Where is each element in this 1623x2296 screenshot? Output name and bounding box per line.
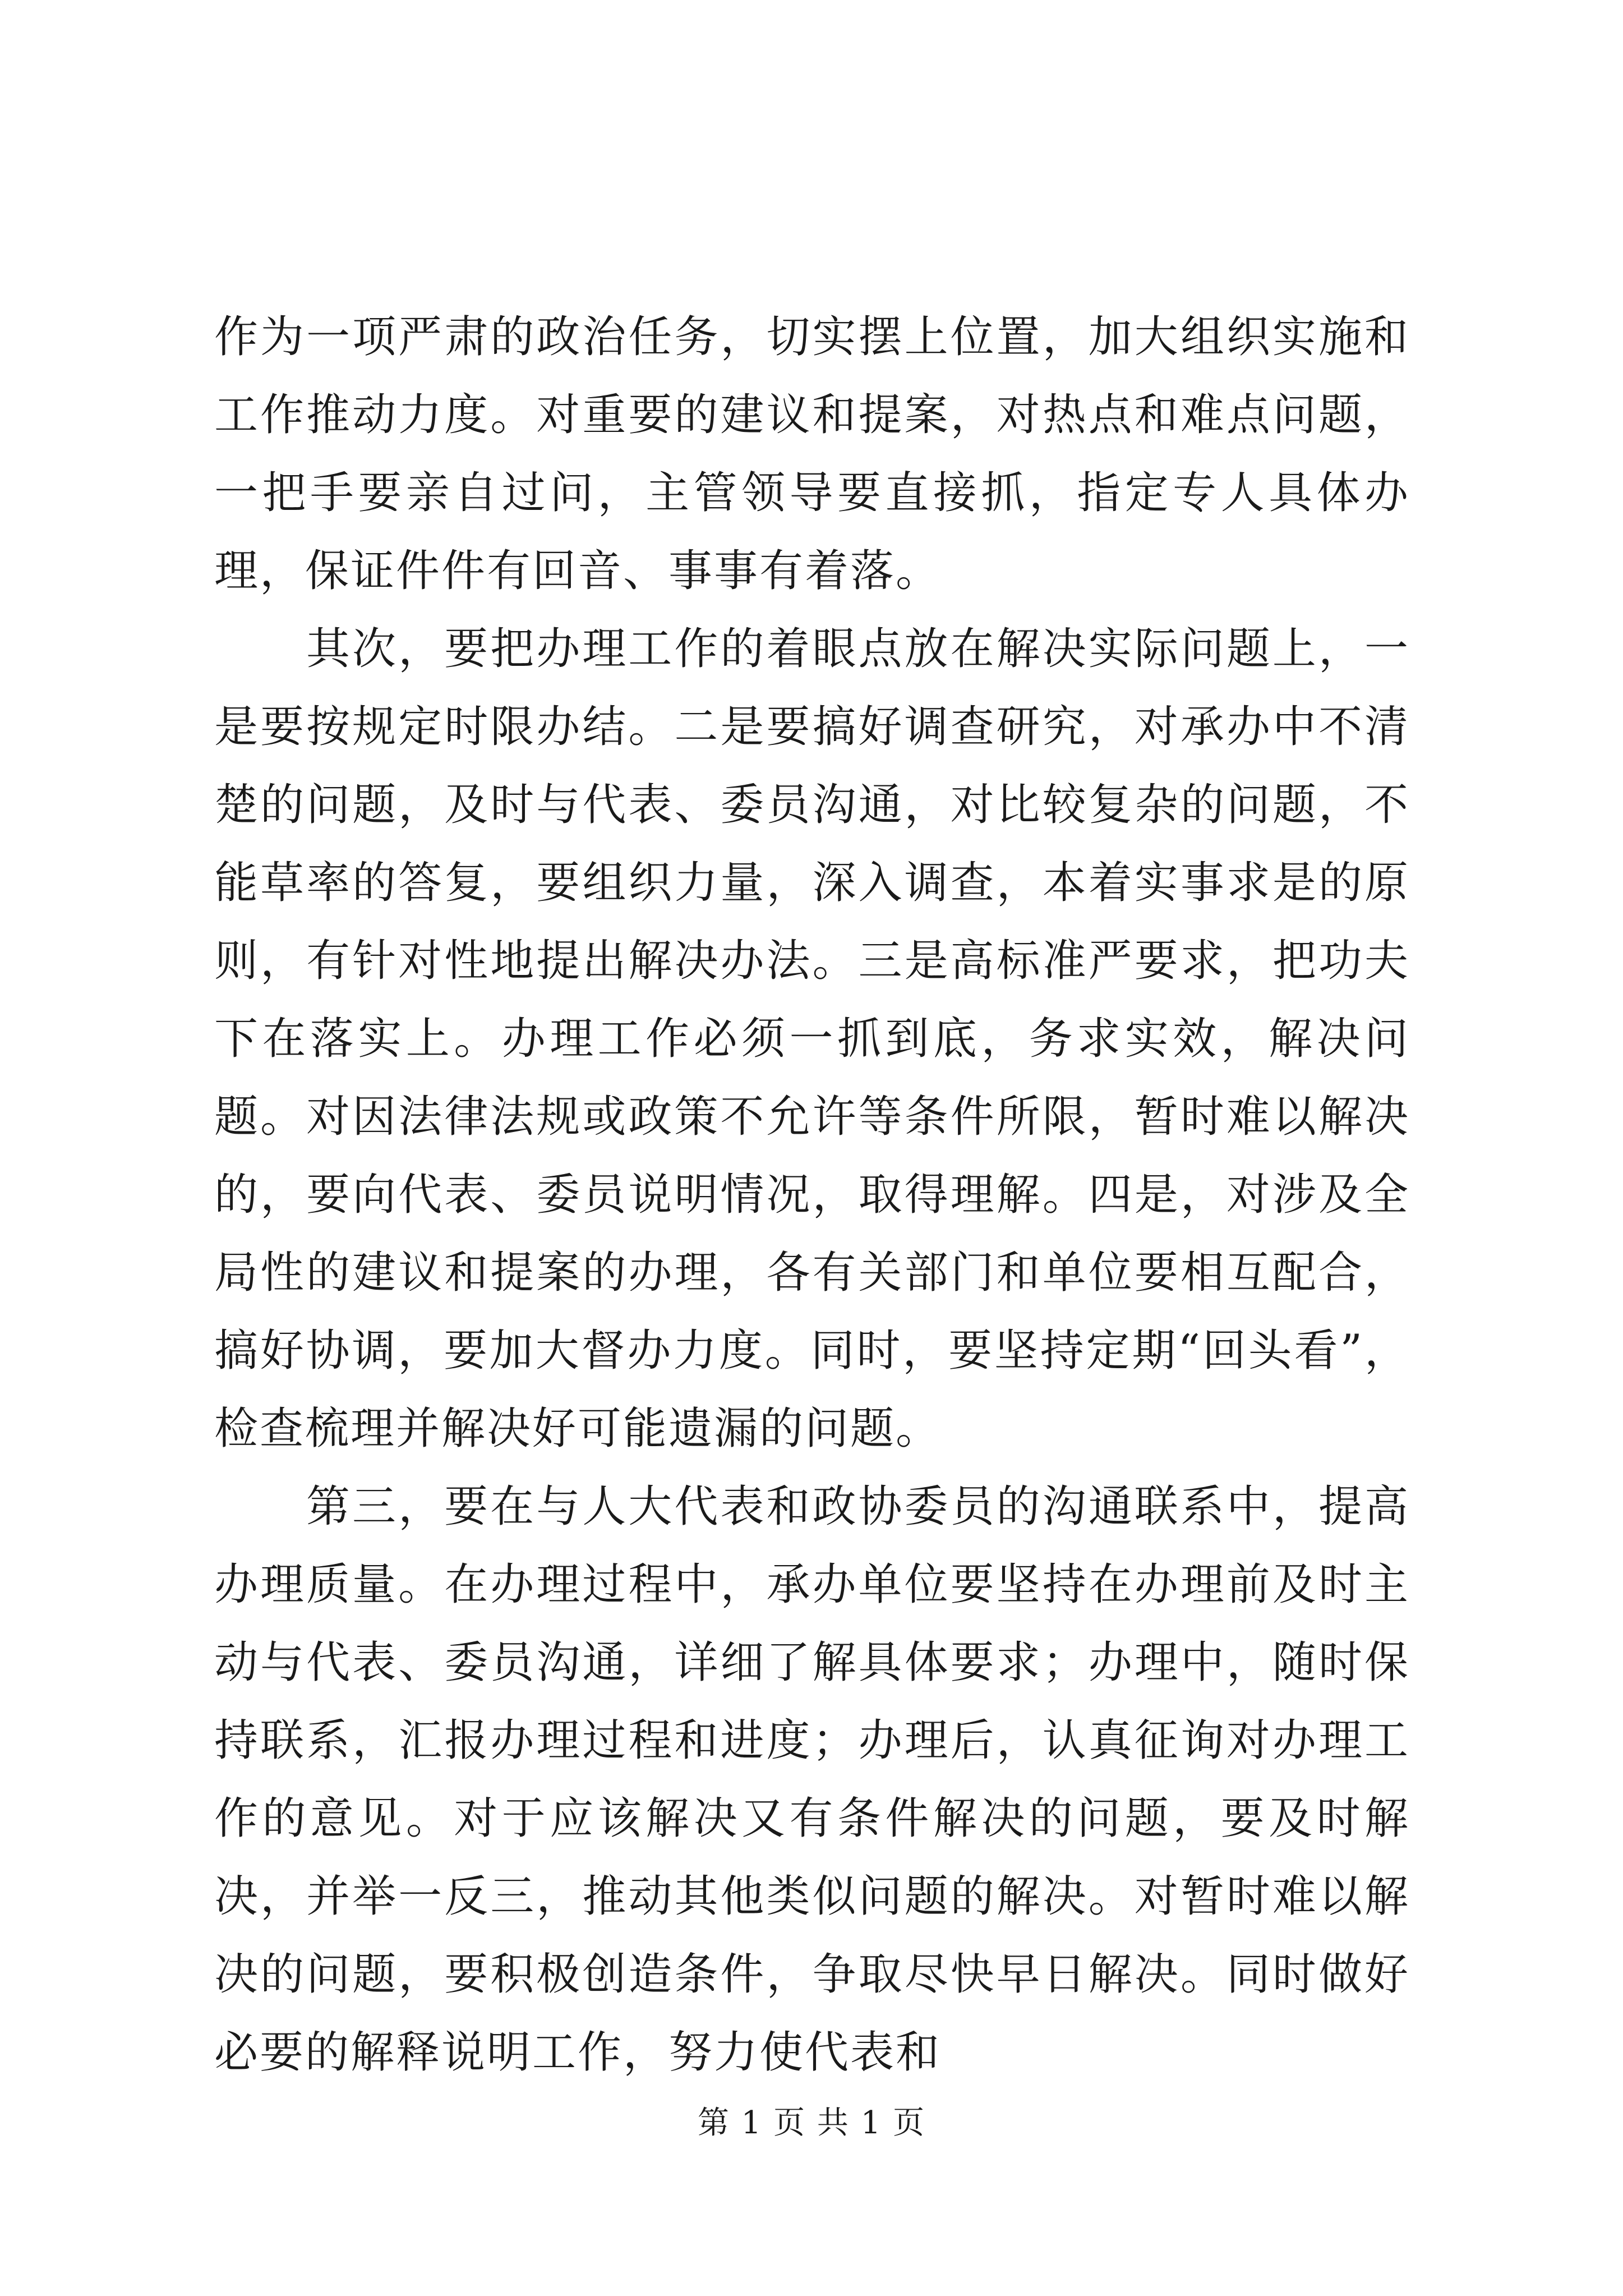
paragraph-2: 其次，要把办理工作的着眼点放在解决实际问题上，一是要按规定时限办结。二是要搞好调查研究，对承办中不清楚的问题，及时与代表、委员沟通，对比较复杂的问题，不能草率的答复，要组织力量，深入调查，本着实事求是的原则，有针对性地提出解决办法。三是高标准严要求，把功夫下在落实上。办理工作必须一抓到底，务求实效，解决问题。对因法律法规或政策不允许等条件所限，暂时难以解决的，要向代表、委员说明情况，取得理解。四是，对涉及全局性的建议和提案的办理，各有关部门和单位要相互配合，搞好协调，要加大督办力度。同时，要坚持定期“回头看”，检查梳理并解决好可能遗漏的问题。 (214, 624, 1410, 1454)
paragraph-3: 第三，要在与人大代表和政协委员的沟通联系中，提高办理质量。在办理过程中，承办单位要坚持在办理前及时主动与代表、委员沟通，详细了解具体要求；办理中，随时保持联系，汇报办理过程和进度；办理后，认真征询对办理工作的意见。对于应该解决又有条件解决的问题，要及时解决，并举一反三，推动其他类似问题的解决。对暂时难以解决的问题，要积极创造条件，争取尽快早日解决。同时做好必要的解释说明工作，努力使代表和 (214, 1481, 1410, 2078)
document-body (214, 298, 1410, 2092)
paragraph-1: 作为一项严肃的政治任务，切实摆上位置，加大组织实施和工作推动力度。对重要的建议和提案，对热点和难点问题，一把手要亲自过问，主管领导要直接抓，指定专人具体办理，保证件件有回音、事事有着落。 (214, 312, 1410, 596)
page-footer: 第 1 页 共 1 页 (697, 2105, 926, 2141)
